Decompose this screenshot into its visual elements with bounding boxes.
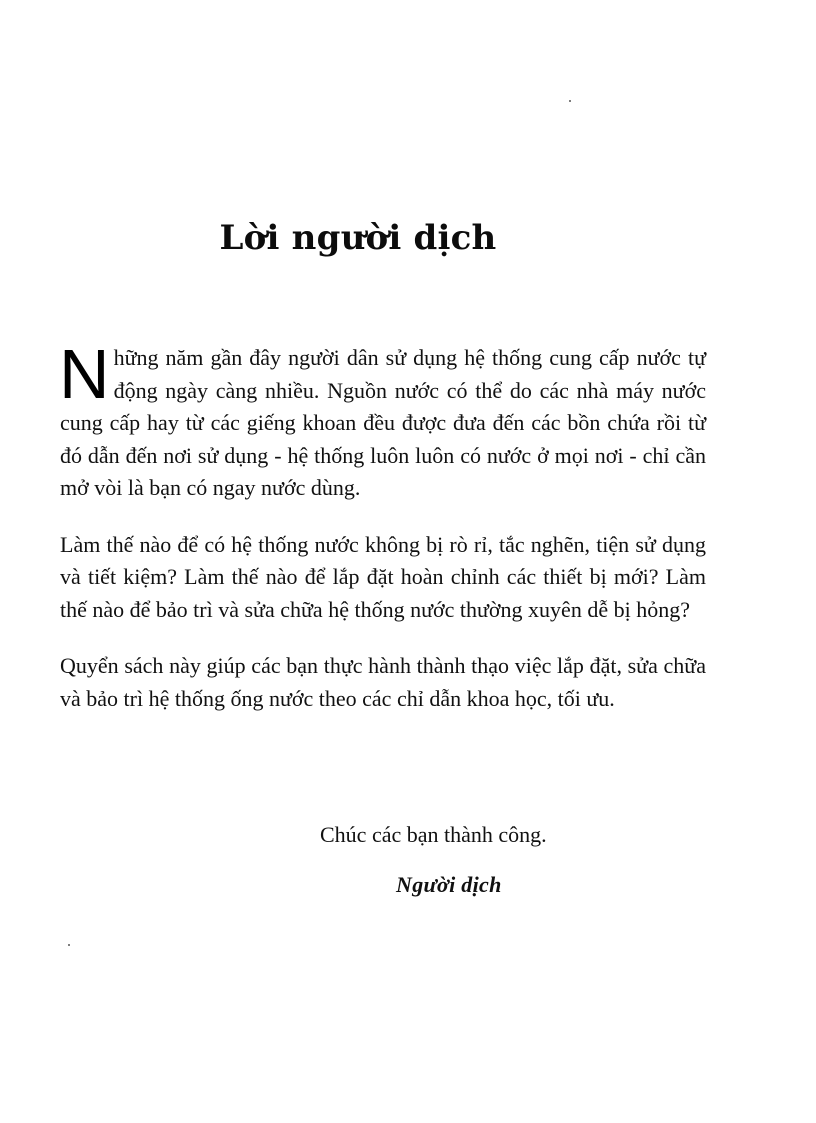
scan-speck-top [569,100,571,102]
paragraph-purpose: Quyển sách này giúp các bạn thực hành thành thạo việc lắp đặt, sửa chữa và bảo trì hệ thống ống nước theo các chỉ dẫn khoa học, tối ưu. [60,653,706,711]
signature: Người dịch [396,872,502,897]
body-text [59,335,706,739]
closing-line: Chúc các bạn thành công. [320,822,547,847]
page-title: Lời người dịch [219,218,497,258]
paragraph-intro [59,335,706,505]
scan-speck-bottom [68,944,70,946]
paragraph-intro-text: hững năm gần đây người dân sử dụng hệ thống cung cấp nước tự động ngày càng nhiều. Nguồn nước có thể do các nhà máy nước cung cấp hay từ các giếng khoan đều được đưa đến các bồn chứa rồi từ đó dẫn đến nơi sử dụng - hệ thống luôn luôn có nước ở mọi nơi - chỉ cần mở vòi là bạn có ngay nước dùng. [60,345,706,500]
drop-cap: N [59,335,110,413]
paragraph-questions: Làm thế nào để có hệ thống nước không bị rò rỉ, tắc nghẽn, tiện sử dụng và tiết kiệm? Làm thế nào để lắp đặt hoàn chỉnh các thiết bị mới? Làm thế nào để bảo trì và sửa chữa hệ thống nước thường xuyên dễ bị hỏng? [60,531,706,622]
